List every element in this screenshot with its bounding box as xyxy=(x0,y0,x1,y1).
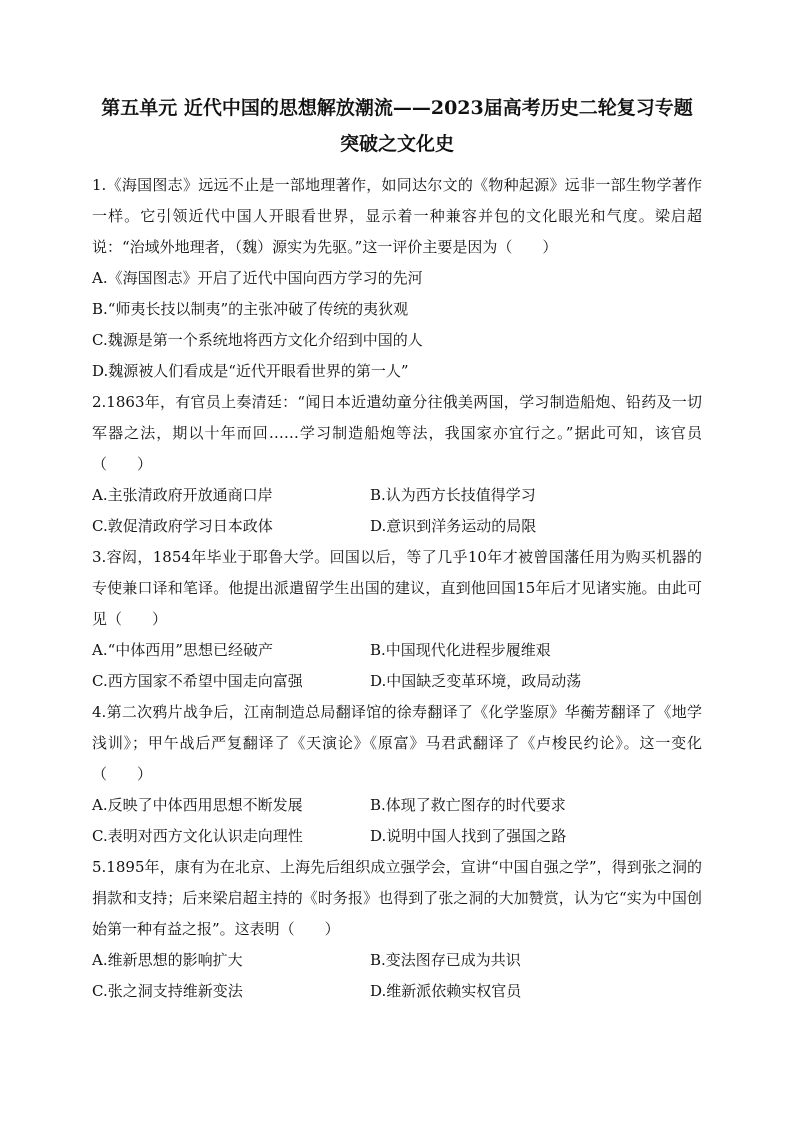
question-4-option-b: B.体现了救亡图存的时代要求 xyxy=(370,796,566,814)
question-5-option-a: A.维新思想的影响扩大 xyxy=(92,951,243,969)
question-5 xyxy=(92,852,702,1007)
question-2-option-b: B.认为西方长技值得学习 xyxy=(370,486,536,504)
question-5-options-row-2 xyxy=(92,976,702,1007)
question-4-options-row-1 xyxy=(92,790,702,821)
question-3-options-row-1 xyxy=(92,635,702,666)
question-1-option-a: A.《海国图志》开启了近代中国向西方学习的先河 xyxy=(92,269,423,287)
question-2-option-c: C.敦促清政府学习日本政体 xyxy=(92,517,273,535)
question-4-option-c: C.表明对西方文化认识走向理性 xyxy=(92,827,303,845)
question-5-option-b: B.变法图存已成为共识 xyxy=(370,951,521,969)
question-2-options-row-2 xyxy=(92,511,702,542)
question-1-option-b: B.“师夷长技以制夷”的主张冲破了传统的夷狄观 xyxy=(92,300,409,318)
question-3-option-b: B.中国现代化进程步履维艰 xyxy=(370,641,551,659)
question-5-option-c: C.张之洞支持维新变法 xyxy=(92,982,243,1000)
question-3 xyxy=(92,542,702,697)
question-4-stem: 4.第二次鸦片战争后，江南制造总局翻译馆的徐寿翻译了《化学鉴原》华蘅芳翻译了《地学浅训》；甲午战后严复翻译了《天演论》《原富》马君武翻译了《卢梭民约论》。这一变化（ ） xyxy=(92,703,702,783)
question-1-option-c: C.魏源是第一个系统地将西方文化介绍到中国的人 xyxy=(92,331,423,349)
question-4 xyxy=(92,697,702,852)
question-4-options-row-2 xyxy=(92,821,702,852)
question-4-option-d: D.说明中国人找到了强国之路 xyxy=(370,827,567,845)
question-1-option-d: D.魏源被人们看成是“近代开眼看世界的第一人” xyxy=(92,362,409,380)
question-2-option-d: D.意识到洋务运动的局限 xyxy=(370,517,537,535)
question-2-option-a: A.主张清政府开放通商口岸 xyxy=(92,486,273,504)
question-1-stem: 1.《海国图志》远远不止是一部地理著作，如同达尔文的《物种起源》远非一部生物学著作一样。它引领近代中国人开眼看世界，显示着一种兼容并包的文化眼光和气度。梁启超说：“治域外地理者，（魏）源实为先驱。”这一评价主要是因为（ ） xyxy=(92,176,702,256)
question-5-options-row-1 xyxy=(92,945,702,976)
question-3-option-d: D.中国缺乏变革环境，政局动荡 xyxy=(370,672,582,690)
question-1 xyxy=(92,170,702,387)
question-3-option-a: A.“中体西用”思想已经破产 xyxy=(92,641,273,659)
question-3-stem: 3.容闳，1854年毕业于耶鲁大学。回国以后，等了几乎10年才被曾国藩任用为购买机器的专使兼口译和笔译。他提出派遣留学生出国的建议，直到他回国15年后才见诸实施。由此可见（ ） xyxy=(92,548,702,628)
question-2 xyxy=(92,387,702,542)
question-3-options-row-2 xyxy=(92,666,702,697)
document-title: 第五单元 近代中国的思想解放潮流——2023届高考历史二轮复习专题突破之文化史 xyxy=(101,97,693,155)
question-4-option-a: A.反映了中体西用思想不断发展 xyxy=(92,796,303,814)
document-body xyxy=(92,170,702,1007)
question-5-option-d: D.维新派依赖实权官员 xyxy=(370,982,522,1000)
question-3-option-c: C.西方国家不希望中国走向富强 xyxy=(92,672,303,690)
question-5-stem: 5.1895年，康有为在北京、上海先后组织成立强学会，宣讲“中国自强之学”，得到张之洞的捐款和支持；后来梁启超主持的《时务报》也得到了张之洞的大加赞赏，认为它“实为中国创始第一种有益之报”。这表明（ ） xyxy=(92,858,702,938)
question-2-options-row-1 xyxy=(92,480,702,511)
question-2-stem: 2.1863年，有官员上奏清廷：“闻日本近遣幼童分往俄美两国，学习制造船炮、铅药及一切军器之法，期以十年而回……学习制造船炮等法，我国家亦宜行之。”据此可知，该官员（ ） xyxy=(92,393,702,473)
